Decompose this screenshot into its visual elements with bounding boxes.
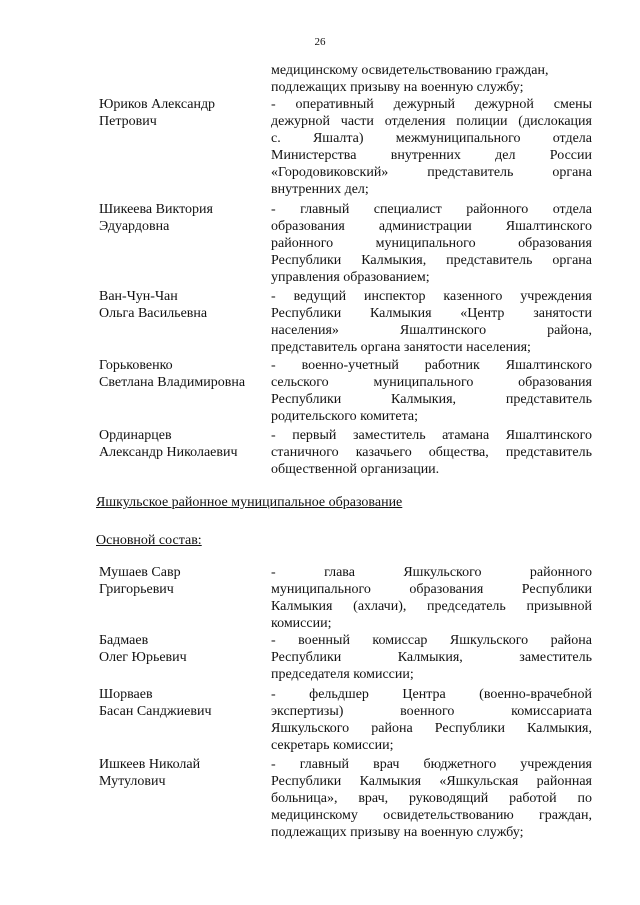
name-line: Басан Санджиевич bbox=[99, 704, 212, 719]
member-role bbox=[271, 632, 592, 683]
member-role bbox=[271, 357, 592, 425]
text-line: Республики Калмыкия «Яшкульская районная bbox=[271, 774, 592, 789]
text-line: родительского комитета; bbox=[271, 409, 419, 424]
member-name bbox=[99, 201, 271, 235]
member-role bbox=[271, 288, 592, 356]
text-line: представитель органа занятости населения; bbox=[271, 340, 531, 355]
text-line: управления образованием; bbox=[271, 270, 430, 285]
member-role bbox=[271, 96, 592, 198]
text-line: районного муниципального образования bbox=[271, 236, 592, 251]
text-line: - ведущий инспектор казенного учреждения bbox=[271, 289, 592, 304]
name-line: Александр Николаевич bbox=[99, 445, 238, 460]
page-number: 26 bbox=[314, 36, 326, 48]
member-role bbox=[271, 686, 592, 754]
text-line: Республики Калмыкия, представитель bbox=[271, 392, 592, 407]
name-line: Ван-Чун-Чан bbox=[99, 289, 178, 304]
name-line: Эдуардовна bbox=[99, 219, 170, 234]
text-line: - главный врач бюджетного учреждения bbox=[271, 757, 592, 772]
name-line: Бадмаев bbox=[99, 633, 149, 648]
text-line: Министерства внутренних дел России bbox=[271, 148, 592, 163]
text-line: Республики Калмыкия, заместитель bbox=[271, 650, 592, 665]
member-name bbox=[99, 632, 271, 666]
text-line: - первый заместитель атамана Яшалтинского bbox=[271, 428, 592, 443]
text-line: «Городовиковский» представитель органа bbox=[271, 165, 592, 180]
text-line: медицинскому освидетельствованию граждан, bbox=[271, 808, 592, 823]
continuation-text bbox=[271, 62, 592, 96]
name-line: Шикеева Виктория bbox=[99, 202, 213, 217]
text-line: Калмыкия (ахлачи), председатель призывной bbox=[271, 599, 592, 614]
name-line: Юриков Александр bbox=[99, 97, 216, 112]
member-name bbox=[99, 686, 271, 720]
text-line: - главный специалист районного отдела bbox=[271, 202, 592, 217]
member-role bbox=[271, 201, 592, 286]
text-line: - фельдшер Центра (военно-врачебной bbox=[271, 687, 592, 702]
text-line: экспертизы) военного комиссариата bbox=[271, 704, 592, 719]
name-line: Мушаев Савр bbox=[99, 565, 181, 580]
text-line: больница», врач, руководящий работой по bbox=[271, 791, 592, 806]
text-line: станичного казачьего общества, представитель bbox=[271, 445, 592, 460]
text-line: Республики Калмыкия «Центр занятости bbox=[271, 306, 592, 321]
member-name bbox=[99, 357, 271, 391]
text-line: - военно-учетный работник Яшалтинского bbox=[271, 358, 592, 373]
name-line: Олег Юрьевич bbox=[99, 650, 187, 665]
text-line: председателя комиссии; bbox=[271, 667, 414, 682]
text-line: комиссии; bbox=[271, 616, 332, 631]
name-line: Ольга Васильевна bbox=[99, 306, 208, 321]
name-line: Горьковенко bbox=[99, 358, 173, 373]
name-line: Петрович bbox=[99, 114, 157, 129]
member-name bbox=[99, 288, 271, 322]
member-name bbox=[99, 564, 271, 598]
member-role bbox=[271, 564, 592, 632]
text-line: - военный комиссар Яшкульского района bbox=[271, 633, 592, 648]
member-role bbox=[271, 427, 592, 478]
name-line: Светлана Владимировна bbox=[99, 375, 246, 390]
subheading: Основной состав: bbox=[96, 533, 202, 548]
section-heading: Яшкульское районное муниципальное образование bbox=[96, 495, 403, 510]
text-line: подлежащих призыву на военную службу; bbox=[271, 825, 524, 840]
text-line: внутренних дел; bbox=[271, 182, 369, 197]
text-line: Республики Калмыкия, представитель органа bbox=[271, 253, 592, 268]
text-line: общественной организации. bbox=[271, 462, 440, 477]
text-line: дежурной части отделения полиции (дислокация bbox=[271, 114, 592, 129]
name-line: Ординарцев bbox=[99, 428, 172, 443]
name-line: Мутулович bbox=[99, 774, 166, 789]
text-line: - оперативный дежурный дежурной смены bbox=[271, 97, 592, 112]
text-line: медицинскому освидетельствованию граждан, bbox=[271, 63, 549, 78]
member-name bbox=[99, 756, 271, 790]
text-line: Яшкульского района Республики Калмыкия, bbox=[271, 721, 592, 736]
text-line: - глава Яшкульского районного bbox=[271, 565, 592, 580]
name-line: Шорваев bbox=[99, 687, 153, 702]
text-line: муниципального образования Республики bbox=[271, 582, 592, 597]
member-role bbox=[271, 756, 592, 841]
name-line: Ишкеев Николай bbox=[99, 757, 201, 772]
member-name bbox=[99, 427, 271, 461]
text-line: населения» Яшалтинского района, bbox=[271, 323, 592, 338]
text-line: секретарь комиссии; bbox=[271, 738, 394, 753]
text-line: образования администрации Яшалтинского bbox=[271, 219, 592, 234]
text-line: подлежащих призыву на военную службу; bbox=[271, 80, 524, 95]
name-line: Григорьевич bbox=[99, 582, 174, 597]
member-name bbox=[99, 96, 271, 130]
text-line: сельского муниципального образования bbox=[271, 375, 592, 390]
text-line: с. Яшалта) межмуниципального отдела bbox=[271, 131, 592, 146]
